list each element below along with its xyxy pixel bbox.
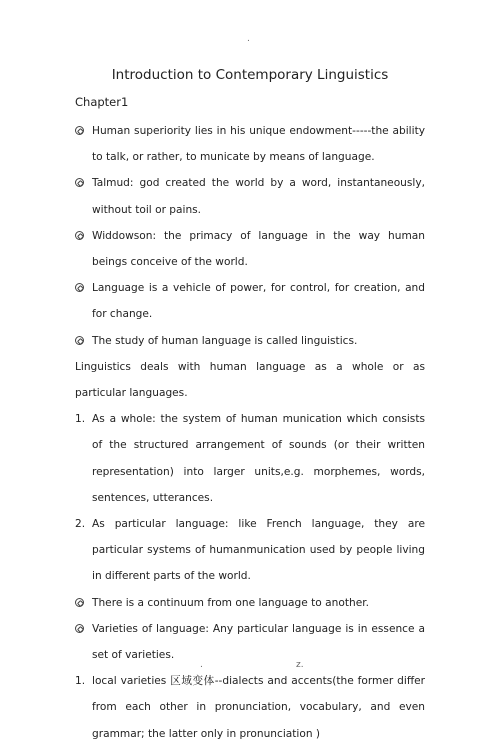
numbered-paragraph bbox=[75, 511, 425, 590]
paragraph-text: As particular language: like French language, they are particular systems of humanmunication used by people living in different parts of the world. bbox=[92, 518, 425, 583]
bullet-icon bbox=[75, 275, 84, 301]
bullet-paragraph bbox=[75, 328, 425, 354]
paragraph-text: Linguistics deals with human language as a whole or as particular languages. bbox=[75, 360, 425, 400]
paragraph-text: Language is a vehicle of power, for control, for creation, and for change. bbox=[92, 282, 425, 321]
chapter-heading: Chapter1 bbox=[75, 95, 129, 109]
bullet-icon bbox=[75, 616, 84, 642]
bullet-paragraph bbox=[75, 170, 425, 222]
list-number: 1. bbox=[75, 675, 86, 688]
paragraph-text: Varieties of language: Any particular language is in essence a set of varieties. bbox=[92, 622, 425, 662]
bullet-icon bbox=[75, 590, 84, 616]
bullet-icon bbox=[75, 118, 84, 144]
footer-left-mark: . bbox=[200, 660, 203, 670]
paragraph-text: As a whole: the system of human munication which consists of the structured arrangement of sounds (or their written representation) into larger units,e.g. morphemes, words, sentences, utterances. bbox=[92, 413, 425, 504]
paragraph-text: Human superiority lies in his unique endowment-----the ability to talk, or rather, to municate by means of language. bbox=[92, 125, 425, 164]
paragraph-text: Talmud: god created the world by a word, instantaneously, without toil or pains. bbox=[92, 177, 425, 216]
bullet-paragraph bbox=[75, 118, 425, 170]
bullet-paragraph bbox=[75, 616, 425, 668]
plain-paragraph bbox=[75, 354, 425, 406]
numbered-paragraph bbox=[75, 406, 425, 511]
list-number: 2. bbox=[75, 518, 86, 531]
footer-right-mark: z. bbox=[296, 660, 304, 670]
paragraph-text: The study of human language is called linguistics. bbox=[92, 334, 358, 347]
bullet-icon bbox=[75, 170, 84, 196]
bullet-paragraph bbox=[75, 275, 425, 327]
bullet-paragraph bbox=[75, 223, 425, 275]
paragraph-text: local varieties 区域变体--dialects and accents(the former differ from each other in pronunciation, vocabulary, and even grammar; the latter only in pronunciation ) bbox=[92, 675, 425, 740]
paragraph-text: Widdowson: the primacy of language in the way human beings conceive of the world. bbox=[92, 229, 425, 269]
bullet-icon bbox=[75, 223, 84, 249]
document-title: Introduction to Contemporary Linguistics bbox=[111, 67, 389, 83]
top-dot-mark: . bbox=[247, 34, 250, 44]
bullet-paragraph bbox=[75, 590, 425, 616]
document-body bbox=[75, 118, 425, 747]
paragraph-text: There is a continuum from one language to another. bbox=[92, 596, 369, 609]
bullet-icon bbox=[75, 328, 84, 354]
numbered-paragraph bbox=[75, 668, 425, 747]
list-number: 1. bbox=[75, 413, 86, 426]
